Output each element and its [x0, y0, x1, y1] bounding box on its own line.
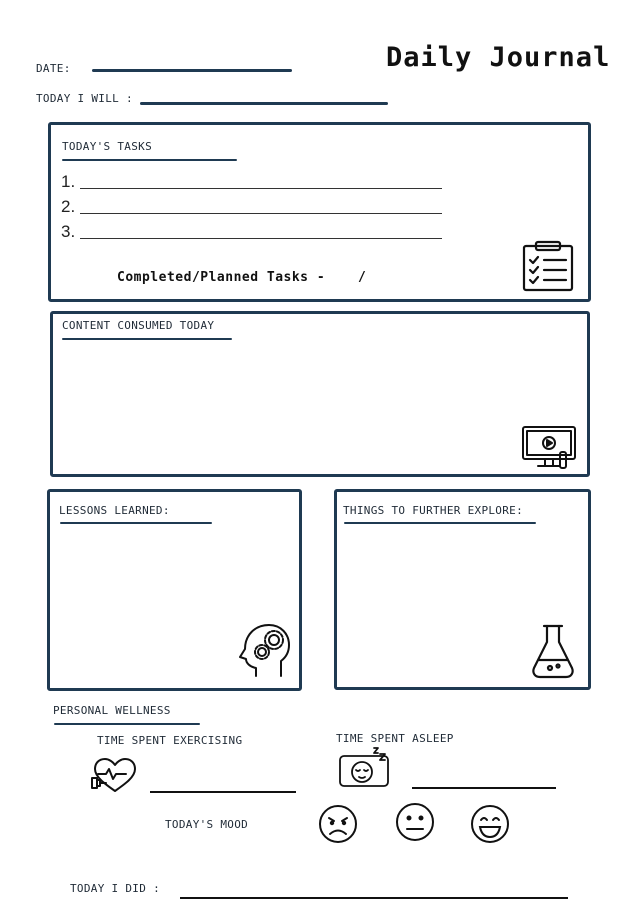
wellness-heading-underline: [54, 723, 200, 725]
date-field[interactable]: [92, 69, 292, 72]
page-title: Daily Journal: [386, 42, 611, 73]
today-i-did-field[interactable]: [180, 897, 568, 899]
lessons-heading: LESSONS LEARNED:: [59, 504, 170, 517]
task-number-3: 3.: [61, 222, 76, 241]
task-line-3[interactable]: [80, 238, 442, 239]
content-heading-underline: [62, 338, 232, 340]
heart-dumbbell-icon: [90, 756, 140, 794]
today-i-will-label: TODAY I WILL :: [36, 92, 133, 105]
task-number-2: 2.: [61, 197, 76, 216]
content-heading: CONTENT CONSUMED TODAY: [62, 319, 215, 332]
explore-heading-underline: [344, 522, 536, 524]
exercise-label: TIME SPENT EXERCISING: [97, 734, 243, 747]
lab-flask-icon: [530, 622, 576, 680]
task-number-1: 1.: [61, 172, 76, 191]
task-line-2[interactable]: [80, 213, 442, 214]
progress-label: Completed/Planned Tasks -: [117, 270, 326, 285]
today-i-will-field[interactable]: [140, 102, 388, 105]
exercise-time-field[interactable]: [150, 791, 296, 793]
tasks-heading-underline: [62, 159, 237, 161]
lessons-heading-underline: [60, 522, 212, 524]
sad-face-icon[interactable]: [318, 804, 358, 844]
progress-separator: /: [358, 270, 367, 285]
brain-gears-icon: [236, 622, 292, 680]
wellness-heading: PERSONAL WELLNESS: [53, 704, 171, 717]
neutral-face-icon[interactable]: [395, 802, 435, 842]
sleep-time-field[interactable]: [412, 787, 556, 789]
sleeping-face-icon: [338, 746, 392, 788]
mood-label: TODAY'S MOOD: [165, 818, 249, 831]
today-i-did-label: TODAY I DID :: [70, 882, 160, 895]
happy-face-icon[interactable]: [470, 804, 510, 844]
tasks-heading: TODAY'S TASKS: [62, 140, 152, 153]
date-label: DATE:: [36, 62, 71, 75]
monitor-play-icon: [520, 424, 578, 472]
sleep-label: TIME SPENT ASLEEP: [336, 732, 454, 745]
content-panel: [50, 311, 590, 477]
explore-heading: THINGS TO FURTHER EXPLORE:: [343, 504, 523, 517]
task-line-1[interactable]: [80, 188, 442, 189]
clipboard-checklist-icon: [520, 240, 576, 292]
